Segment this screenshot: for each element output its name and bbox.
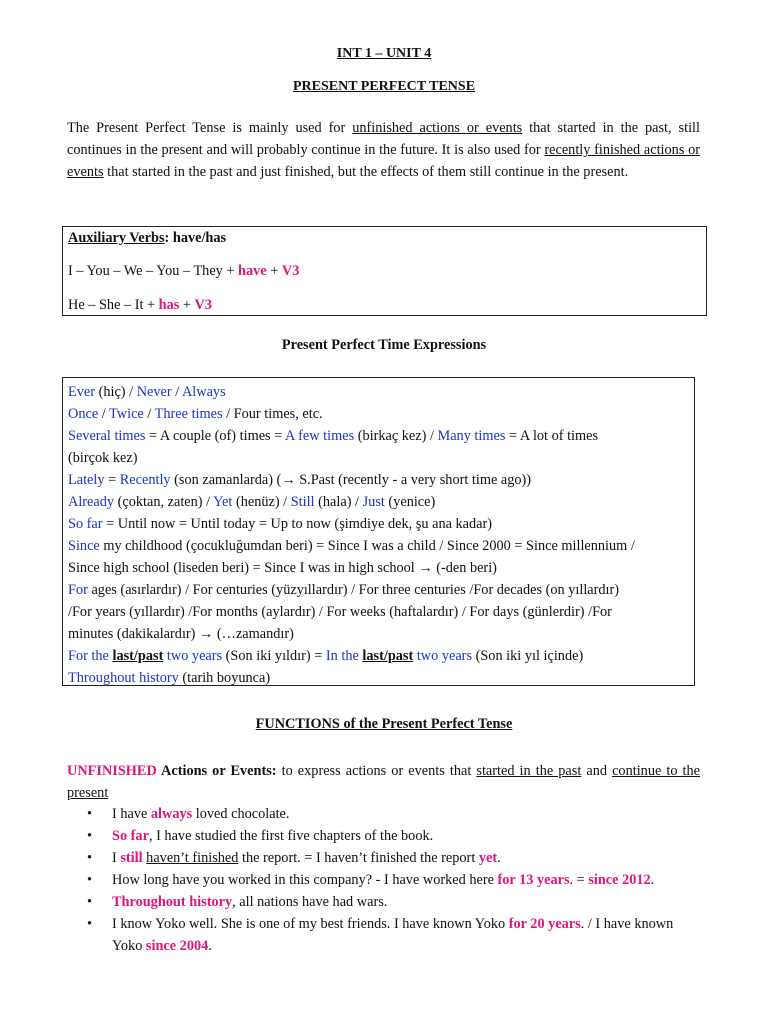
expr-line-12: minutes (dakikalardır) → (…zamandır) xyxy=(68,626,294,642)
expr-text: (çoktan, zaten) / xyxy=(114,494,214,510)
expr-never: Never xyxy=(136,384,172,400)
list-item xyxy=(67,825,700,847)
functions-heading: FUNCTIONS of the Present Perfect Tense xyxy=(255,716,513,732)
expr-since: Since xyxy=(68,538,100,554)
expr-text: / xyxy=(98,406,110,422)
list-item xyxy=(67,847,700,869)
expr-line-4: (birçok kez) xyxy=(68,450,138,466)
functions-desc: to express actions or events that xyxy=(276,763,477,779)
aux-row2-v3: V3 xyxy=(194,297,213,313)
example-highlight: Throughout history xyxy=(112,894,233,910)
auxiliary-verbs-box xyxy=(62,226,707,316)
continue-to-present: continue to the present xyxy=(67,763,701,801)
document-subtitle: PRESENT PERFECT TENSE xyxy=(292,79,476,94)
expr-two-years: two years xyxy=(413,648,473,664)
example-text: I xyxy=(112,850,121,866)
example-text: . xyxy=(497,850,501,866)
expr-ever: Ever xyxy=(68,384,95,400)
example-text: , I have studied the first five chapters of the book. xyxy=(148,828,434,844)
unfinished-label: UNFINISHED xyxy=(67,763,157,779)
intro-text-2: that started in the past, still continues in the present and will probably continue in the future. It is also used for xyxy=(67,120,700,158)
intro-underlined-1: unfinished actions or events xyxy=(352,120,523,136)
example-text: . xyxy=(650,872,655,888)
expr-text: (Son iki yıl içinde) xyxy=(472,648,584,664)
expr-so-far: So far xyxy=(68,516,103,532)
aux-row2-subjects: He – She – It + xyxy=(68,297,159,313)
expr-line-9: Since high school (liseden beri) = Since I was in high school → (-den beri) xyxy=(68,560,497,576)
expr-text: (son zamanlarda) (→ S.Past (recently - a very short time ago)) xyxy=(170,472,532,488)
expr-just: Just xyxy=(362,494,385,510)
example-text: . = xyxy=(569,872,589,888)
aux-label: Auxiliary Verbs xyxy=(68,230,165,246)
expr-text: ages (asırlardır) / For centuries (yüzyıllardır) / For three centuries /For decades (on yıllardır) xyxy=(87,582,620,598)
expr-text: (hiç) / xyxy=(95,384,137,400)
expr-line-7 xyxy=(68,513,689,535)
functions-and: and xyxy=(581,763,613,779)
expr-three-times: Three times xyxy=(154,406,223,422)
unfinished-intro xyxy=(67,760,700,804)
aux-row2-plus: + xyxy=(179,297,195,313)
expr-always: Always xyxy=(181,384,226,400)
intro-paragraph xyxy=(67,117,700,183)
expr-already: Already xyxy=(68,494,115,510)
example-text: How long have you worked in this company? - I have worked here xyxy=(112,872,498,888)
expr-several-times: Several times xyxy=(68,428,146,444)
expr-line-13 xyxy=(68,645,689,667)
expr-line-6 xyxy=(68,491,689,513)
expr-text: (Son iki yıldır) = xyxy=(222,648,326,664)
expr-line-8 xyxy=(68,535,689,557)
example-text: . xyxy=(208,938,212,954)
expr-line-14 xyxy=(68,667,689,689)
list-item xyxy=(67,803,700,825)
aux-has: has xyxy=(158,297,180,313)
expr-text: (henüz) / xyxy=(232,494,291,510)
expr-in-the: In the xyxy=(325,648,363,664)
intro-underlined-2: recently finished actions or events xyxy=(67,142,700,180)
expr-text: / Four times, etc. xyxy=(222,406,323,422)
example-text: I know Yoko well. She is one of my best friends. I have known Yoko xyxy=(112,916,509,932)
expr-throughout-history: Throughout history xyxy=(68,670,179,686)
aux-row-has xyxy=(68,297,212,314)
example-highlight: since 2012 xyxy=(588,872,651,888)
list-item xyxy=(67,869,700,891)
expr-text: = xyxy=(104,472,120,488)
aux-value: : have/has xyxy=(164,230,227,246)
aux-have: have xyxy=(238,263,267,279)
expr-text: my childhood (çocukluğumdan beri) = Since I was a child / Since 2000 = Since millennium / xyxy=(99,538,635,554)
expr-line-3 xyxy=(68,425,689,447)
aux-row1-plus: + xyxy=(266,263,282,279)
expr-text: (tarih boyunca) xyxy=(178,670,271,686)
expr-text: / xyxy=(143,406,155,422)
example-underlined: haven’t finished xyxy=(146,850,239,866)
started-in-past: started in the past xyxy=(476,763,582,779)
expr-text: = A lot of times xyxy=(505,428,599,444)
intro-text-1: The Present Perfect Tense is mainly used for xyxy=(67,120,353,136)
list-item xyxy=(67,913,700,957)
expr-yet: Yet xyxy=(213,494,233,510)
expr-two-years: two years xyxy=(163,648,223,664)
expr-last-past: last/past xyxy=(362,648,414,664)
example-text: . / I have known Yoko xyxy=(112,916,674,954)
expr-line-10 xyxy=(68,579,689,601)
example-highlight: for 20 years xyxy=(508,916,581,932)
example-text: I have xyxy=(112,806,151,822)
example-text: , all nations have had wars. xyxy=(232,894,388,910)
expr-text: (birkaç kez) / xyxy=(354,428,438,444)
example-list xyxy=(67,803,700,957)
document-title: INT 1 – UNIT 4 xyxy=(336,46,432,61)
expr-text: = Until now = Until today = Up to now (şimdiye dek, şu ana kadar) xyxy=(102,516,493,532)
expr-text: = A couple (of) times = xyxy=(145,428,286,444)
expr-last-past: last/past xyxy=(112,648,164,664)
expr-text: (hala) / xyxy=(314,494,363,510)
list-item xyxy=(67,891,700,913)
time-expressions-heading: Present Perfect Time Expressions xyxy=(281,337,487,353)
example-highlight: always xyxy=(150,806,193,822)
example-highlight: still xyxy=(120,850,143,866)
example-highlight: for 13 years xyxy=(497,872,570,888)
time-expressions-box xyxy=(62,377,695,686)
expr-for-the: For the xyxy=(68,648,113,664)
expr-line-2 xyxy=(68,403,689,425)
expr-text: (yenice) xyxy=(384,494,436,510)
expr-text: / xyxy=(171,384,182,400)
expr-line-11: /For years (yıllardır) /For months (aylardır) / For weeks (haftalardır) / For days (günlerdir) /For xyxy=(68,604,612,620)
aux-row-have xyxy=(68,263,299,280)
expr-for: For xyxy=(68,582,88,598)
expr-twice: Twice xyxy=(109,406,144,422)
expr-many-times: Many times xyxy=(437,428,506,444)
expr-still: Still xyxy=(290,494,315,510)
intro-text-3: that started in the past and just finished, but the effects of them still continue in the present. xyxy=(103,164,629,180)
expr-line-5 xyxy=(68,469,689,491)
aux-row1-subjects: I – You – We – You – They + xyxy=(68,263,239,279)
expr-lately: Lately xyxy=(68,472,105,488)
example-text: the report. = I haven’t finished the report xyxy=(238,850,479,866)
expr-a-few-times: A few times xyxy=(285,428,355,444)
expr-line-1 xyxy=(68,381,689,403)
aux-header xyxy=(68,230,226,247)
example-text: loved chocolate. xyxy=(192,806,290,822)
expr-recently: Recently xyxy=(119,472,171,488)
example-highlight: yet xyxy=(478,850,498,866)
expr-once: Once xyxy=(68,406,99,422)
example-highlight: since 2004 xyxy=(145,938,209,954)
example-highlight: So far xyxy=(112,828,149,844)
actions-label: Actions or Events: xyxy=(156,763,277,779)
aux-row1-v3: V3 xyxy=(281,263,300,279)
